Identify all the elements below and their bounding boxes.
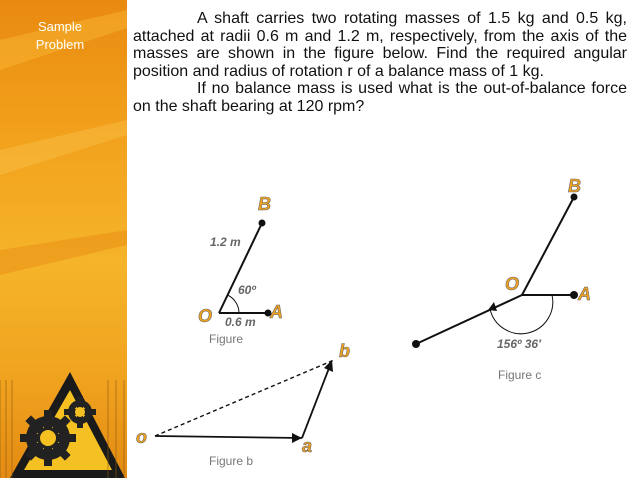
line-ab — [302, 363, 331, 438]
figure-b — [136, 341, 350, 468]
label-a: A — [578, 284, 591, 304]
problem-paragraph-2: If no balance mass is used what is the out-of-balance force on the shaft bearing at 120 rpm? — [133, 80, 627, 115]
label-b: B — [258, 194, 271, 214]
label-a: a — [302, 436, 313, 456]
mass-b-dot — [259, 220, 266, 227]
line-oa — [155, 436, 302, 438]
figure-c — [412, 176, 591, 382]
balance-mass-dot — [412, 340, 420, 348]
length-oa: 0.6 m — [225, 315, 256, 329]
angle-arc — [490, 295, 553, 334]
mass-a-dot — [570, 291, 578, 299]
line-ob — [522, 197, 574, 295]
label-o: O — [198, 306, 213, 326]
figure-a — [198, 194, 283, 346]
angle-arc — [228, 295, 240, 313]
label-o: o — [136, 427, 147, 447]
figure-b-caption: Figure b — [209, 454, 254, 468]
label-a: A — [270, 302, 283, 322]
label-b: B — [568, 176, 581, 196]
problem-paragraph-1: A shaft carries two rotating masses of 1.5 kg and 0.5 kg, attached at radii 0.6 m and 1.2 m, respectively, from the axis of the masses are shown in the figure below. Find the required angular position and radius of rotation r of a balance mass of 1 kg. — [133, 10, 627, 80]
figure-a-caption: Figure — [209, 332, 244, 346]
figure-c-caption: Figure c — [498, 368, 542, 382]
length-ob: 1.2 m — [210, 235, 241, 249]
arrow-a-icon — [292, 433, 302, 443]
sidebar-label: Sample Problem — [35, 19, 85, 52]
angle-label: 60º — [238, 283, 256, 297]
label-o: O — [505, 274, 520, 294]
angle-label: 156º 36′ — [497, 337, 541, 351]
label-b: b — [339, 341, 350, 361]
